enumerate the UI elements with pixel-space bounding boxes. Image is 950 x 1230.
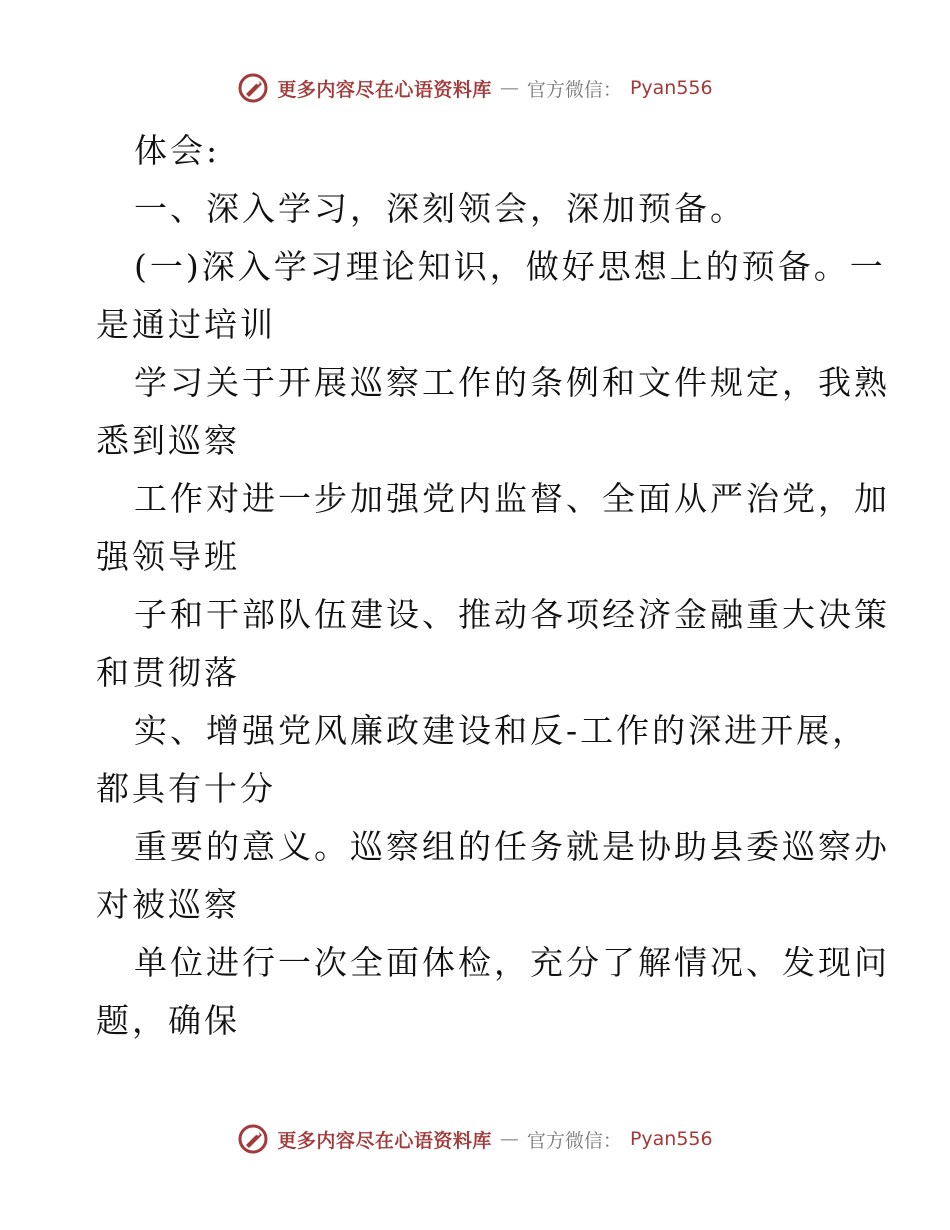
banner-wechat-label: 官方微信： <box>526 1129 622 1152</box>
text-line: 单位进行一次全面体检，充分了解情况、发现问 <box>134 943 890 982</box>
text-line: 实、增强党风廉政建设和反-工作的深进开展， <box>134 711 869 750</box>
text-line: 子和干部队伍建设、推动各项经济金融重大决策 <box>134 595 890 634</box>
text-line: 题，确保 <box>96 1001 240 1040</box>
text-line: (一)深入学习理论知识，做好思想上的预备。一 <box>134 247 886 286</box>
banner-wechat-id: Pyan556 <box>629 1128 713 1150</box>
banner-separator: — <box>499 77 519 99</box>
text-line: 强领导班 <box>96 537 240 576</box>
text-line: 对被巡察 <box>96 885 240 924</box>
document-body <box>96 122 890 1050</box>
banner-text: 更多内容尽在心语资料库 <box>277 78 492 101</box>
footer-watermark-banner <box>0 1123 950 1155</box>
text-line: 悉到巡察 <box>96 421 240 460</box>
pen-nib-icon <box>237 72 269 104</box>
text-line: 重要的意义。巡察组的任务就是协助县委巡察办 <box>134 827 890 866</box>
text-line: 学习关于开展巡察工作的条例和文件规定，我熟 <box>134 363 890 402</box>
text-line: 体会: <box>134 131 221 170</box>
pen-nib-icon <box>237 1123 269 1155</box>
text-line: 是通过培训 <box>96 305 276 344</box>
header-watermark-banner <box>0 72 950 104</box>
banner-separator: — <box>499 1128 519 1150</box>
text-line: 和贯彻落 <box>96 653 240 692</box>
text-line: 一、深入学习，深刻领会，深加预备。 <box>134 189 746 228</box>
text-line: 都具有十分 <box>96 769 276 808</box>
text-line: 工作对进一步加强党内监督、全面从严治党，加 <box>134 479 890 518</box>
banner-text: 更多内容尽在心语资料库 <box>277 1129 492 1152</box>
banner-wechat-id: Pyan556 <box>629 77 713 99</box>
banner-wechat-label: 官方微信： <box>526 78 622 101</box>
